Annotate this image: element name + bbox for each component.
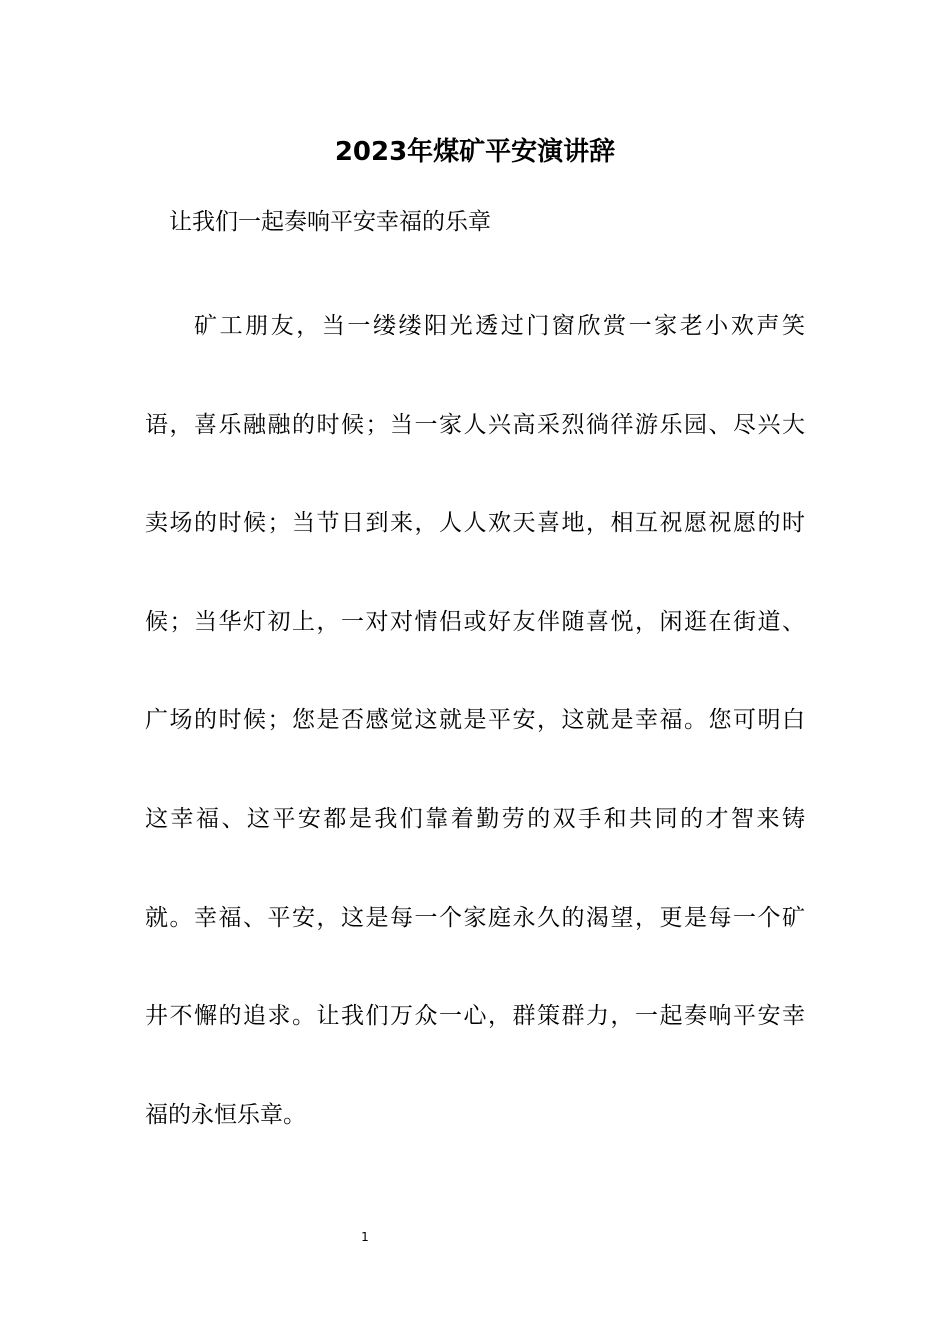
paragraph-line: 广场的时候；您是否感觉这就是平安，这就是幸福。您可明白 <box>145 707 805 733</box>
page-number: 1 <box>361 1230 369 1244</box>
paragraph-line: 这幸福、这平安都是我们靠着勤劳的双手和共同的才智来铸 <box>145 806 805 832</box>
document-subtitle: 让我们一起奏响平安幸福的乐章 <box>169 209 491 235</box>
paragraph-line: 候；当华灯初上，一对对情侣或好友伴随喜悦，闲逛在街道、 <box>145 609 805 635</box>
paragraph-line: 卖场的时候；当节日到来，人人欢天喜地，相互祝愿祝愿的时 <box>145 510 805 536</box>
document-title: 2023年煤矿平安演讲辞 <box>334 137 616 167</box>
paragraph-line: 井不懈的追求。让我们万众一心，群策群力，一起奏响平安幸 <box>145 1003 805 1029</box>
paragraph-line: 语，喜乐融融的时候；当一家人兴高采烈徜徉游乐园、尽兴大 <box>145 412 805 438</box>
paragraph-line: 矿工朋友，当一缕缕阳光透过门窗欣赏一家老小欢声笑 <box>194 313 805 339</box>
paragraph-line: 就。幸福、平安，这是每一个家庭永久的渴望，更是每一个矿 <box>145 905 805 931</box>
paragraph-line: 福的永恒乐章。 <box>145 1102 306 1128</box>
